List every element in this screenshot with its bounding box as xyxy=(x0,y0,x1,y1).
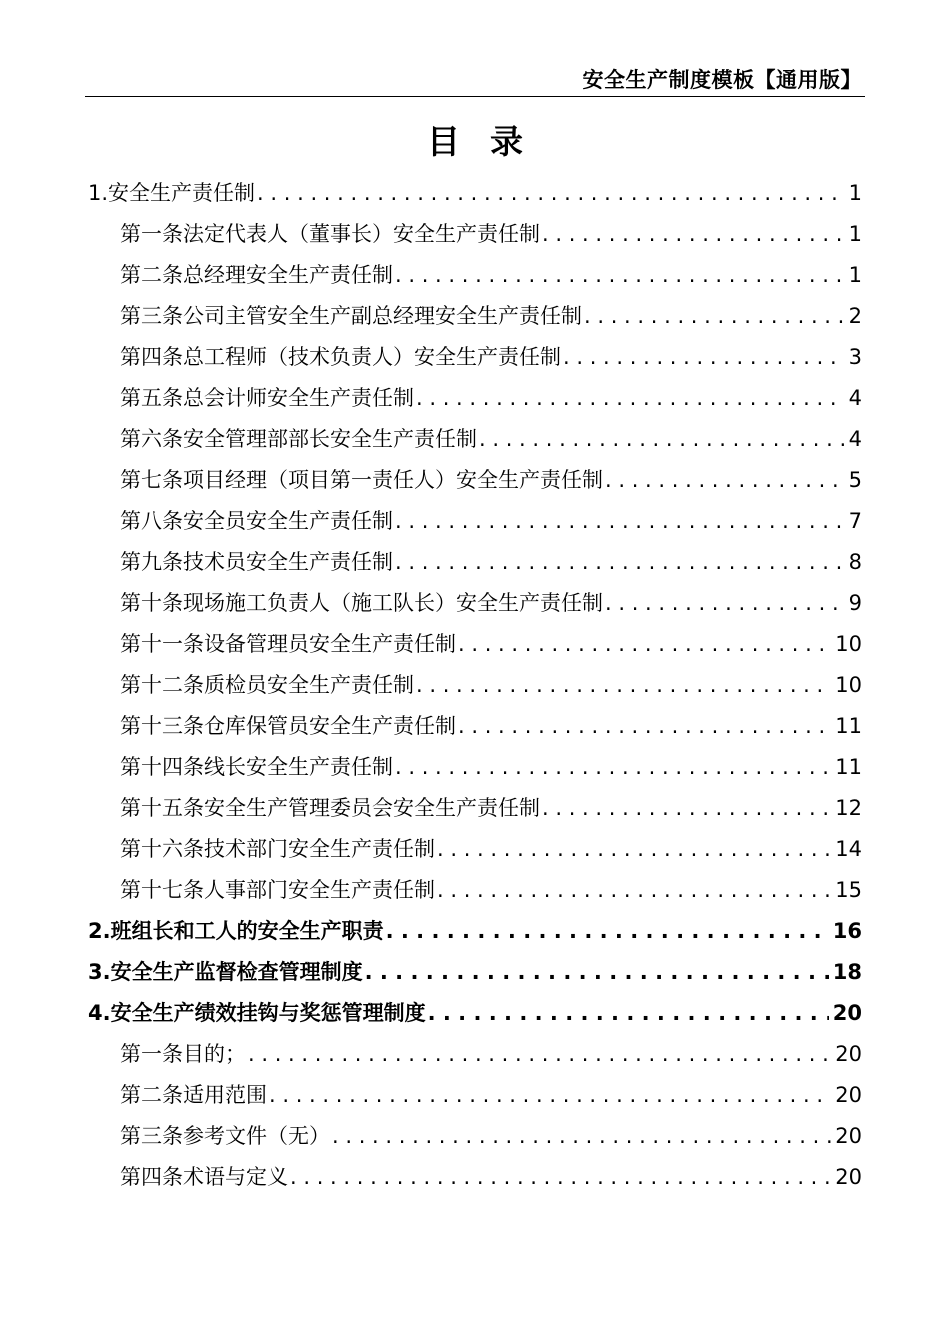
toc-entry-text: 第十二条质检员安全生产责任制 xyxy=(120,673,414,697)
toc-entry-page-number: 4 xyxy=(848,386,862,410)
toc-entry[interactable] xyxy=(88,378,862,419)
toc-entry-text: 2.班组长和工人的安全生产职责 xyxy=(88,919,384,943)
toc-entry-text: 第十六条技术部门安全生产责任制 xyxy=(120,837,435,861)
toc-entry[interactable] xyxy=(88,665,862,706)
toc-entry[interactable] xyxy=(88,542,862,583)
table-of-contents xyxy=(88,173,862,1198)
toc-entry-page-number: 8 xyxy=(848,550,862,574)
toc-dot-leader xyxy=(395,255,845,296)
toc-dot-leader xyxy=(479,419,845,460)
toc-entry-text: 第八条安全员安全生产责任制 xyxy=(120,509,393,533)
toc-entry-text: 第六条安全管理部部长安全生产责任制 xyxy=(120,427,477,451)
toc-dot-leader xyxy=(605,583,845,624)
toc-entry[interactable] xyxy=(88,255,862,296)
toc-entry[interactable] xyxy=(88,706,862,747)
toc-entry-page-number: 11 xyxy=(835,755,862,779)
toc-entry-text: 第一条法定代表人（董事长）安全生产责任制 xyxy=(120,222,540,246)
toc-entry[interactable] xyxy=(88,993,862,1034)
toc-entry-page-number: 10 xyxy=(835,673,862,697)
toc-entry[interactable] xyxy=(88,419,862,460)
toc-entry-text: 4.安全生产绩效挂钩与奖惩管理制度 xyxy=(88,1001,426,1025)
toc-dot-leader xyxy=(386,911,829,952)
toc-entry-text: 第四条总工程师（技术负责人）安全生产责任制 xyxy=(120,345,561,369)
toc-entry-page-number: 20 xyxy=(835,1042,862,1066)
toc-entry[interactable] xyxy=(88,460,862,501)
toc-entry-text: 3.安全生产监督检查管理制度 xyxy=(88,960,363,984)
toc-dot-leader xyxy=(332,1116,831,1157)
toc-dot-leader xyxy=(584,296,845,337)
toc-entry-text: 第十三条仓库保管员安全生产责任制 xyxy=(120,714,456,738)
toc-entry-text: 第九条技术员安全生产责任制 xyxy=(120,550,393,574)
toc-entry[interactable] xyxy=(88,337,862,378)
toc-entry-page-number: 1 xyxy=(848,222,862,246)
toc-entry-text: 第十四条线长安全生产责任制 xyxy=(120,755,393,779)
toc-entry-text: 第二条总经理安全生产责任制 xyxy=(120,263,393,287)
running-header xyxy=(85,62,865,97)
toc-dot-leader xyxy=(458,706,831,747)
toc-dot-leader xyxy=(542,214,845,255)
toc-dot-leader xyxy=(428,993,829,1034)
toc-entry-page-number: 3 xyxy=(848,345,862,369)
toc-dot-leader xyxy=(458,624,831,665)
toc-dot-leader xyxy=(416,665,831,706)
toc-entry-page-number: 5 xyxy=(848,468,862,492)
toc-dot-leader xyxy=(437,829,831,870)
toc-entry-page-number: 12 xyxy=(835,796,862,820)
page-title: 目录 xyxy=(427,122,553,161)
toc-entry-text: 第一条目的； xyxy=(120,1042,246,1066)
toc-dot-leader xyxy=(395,501,845,542)
toc-dot-leader xyxy=(437,870,831,911)
toc-entry-page-number: 1 xyxy=(848,263,862,287)
toc-entry-text: 第十条现场施工负责人（施工队长）安全生产责任制 xyxy=(120,591,603,615)
toc-entry-page-number: 9 xyxy=(848,591,862,615)
toc-entry[interactable] xyxy=(88,911,862,952)
toc-entry[interactable] xyxy=(88,296,862,337)
toc-entry[interactable] xyxy=(88,173,862,214)
toc-entry-page-number: 15 xyxy=(835,878,862,902)
toc-dot-leader xyxy=(248,1034,831,1075)
toc-entry[interactable] xyxy=(88,952,862,993)
toc-entry-page-number: 20 xyxy=(835,1165,862,1189)
toc-entry-page-number: 2 xyxy=(848,304,862,328)
toc-entry-text: 第七条项目经理（项目第一责任人）安全生产责任制 xyxy=(120,468,603,492)
toc-dot-leader xyxy=(365,952,829,993)
toc-entry[interactable] xyxy=(88,870,862,911)
toc-entry-page-number: 1 xyxy=(848,181,862,205)
toc-entry-page-number: 20 xyxy=(832,1001,862,1025)
toc-dot-leader xyxy=(563,337,845,378)
toc-entry-page-number: 4 xyxy=(848,427,862,451)
toc-entry[interactable] xyxy=(88,1116,862,1157)
toc-entry[interactable] xyxy=(88,624,862,665)
toc-entry-text: 1.安全生产责任制 xyxy=(88,181,256,205)
toc-entry-text: 第十七条人事部门安全生产责任制 xyxy=(120,878,435,902)
toc-dot-leader xyxy=(269,1075,831,1116)
toc-entry-page-number: 14 xyxy=(835,837,862,861)
toc-entry-page-number: 18 xyxy=(832,960,862,984)
toc-dot-leader xyxy=(395,747,831,788)
toc-dot-leader xyxy=(416,378,845,419)
toc-entry-text: 第二条适用范围 xyxy=(120,1083,267,1107)
toc-dot-leader xyxy=(605,460,845,501)
toc-entry-text: 第十五条安全生产管理委员会安全生产责任制 xyxy=(120,796,540,820)
toc-entry[interactable] xyxy=(88,1075,862,1116)
toc-entry-page-number: 11 xyxy=(835,714,862,738)
toc-dot-leader xyxy=(290,1157,831,1198)
toc-entry-text: 第四条术语与定义 xyxy=(120,1165,288,1189)
toc-entry-text: 第三条公司主管安全生产副总经理安全生产责任制 xyxy=(120,304,582,328)
toc-entry-page-number: 20 xyxy=(835,1124,862,1148)
toc-entry[interactable] xyxy=(88,747,862,788)
toc-dot-leader xyxy=(542,788,831,829)
toc-entry[interactable] xyxy=(88,1157,862,1198)
toc-entry[interactable] xyxy=(88,583,862,624)
running-header-title: 安全生产制度模板【通用版】 xyxy=(582,68,862,92)
toc-entry-text: 第三条参考文件（无） xyxy=(120,1124,330,1148)
toc-entry[interactable] xyxy=(88,501,862,542)
toc-entry-page-number: 20 xyxy=(835,1083,862,1107)
toc-entry[interactable] xyxy=(88,1034,862,1075)
toc-dot-leader xyxy=(257,173,845,214)
toc-entry[interactable] xyxy=(88,829,862,870)
toc-entry-page-number: 10 xyxy=(835,632,862,656)
toc-entry[interactable] xyxy=(88,214,862,255)
toc-entry[interactable] xyxy=(88,788,862,829)
toc-entry-text: 第十一条设备管理员安全生产责任制 xyxy=(120,632,456,656)
toc-entry-text: 第五条总会计师安全生产责任制 xyxy=(120,386,414,410)
toc-entry-page-number: 16 xyxy=(832,919,862,943)
toc-dot-leader xyxy=(395,542,845,583)
toc-entry-page-number: 7 xyxy=(848,509,862,533)
